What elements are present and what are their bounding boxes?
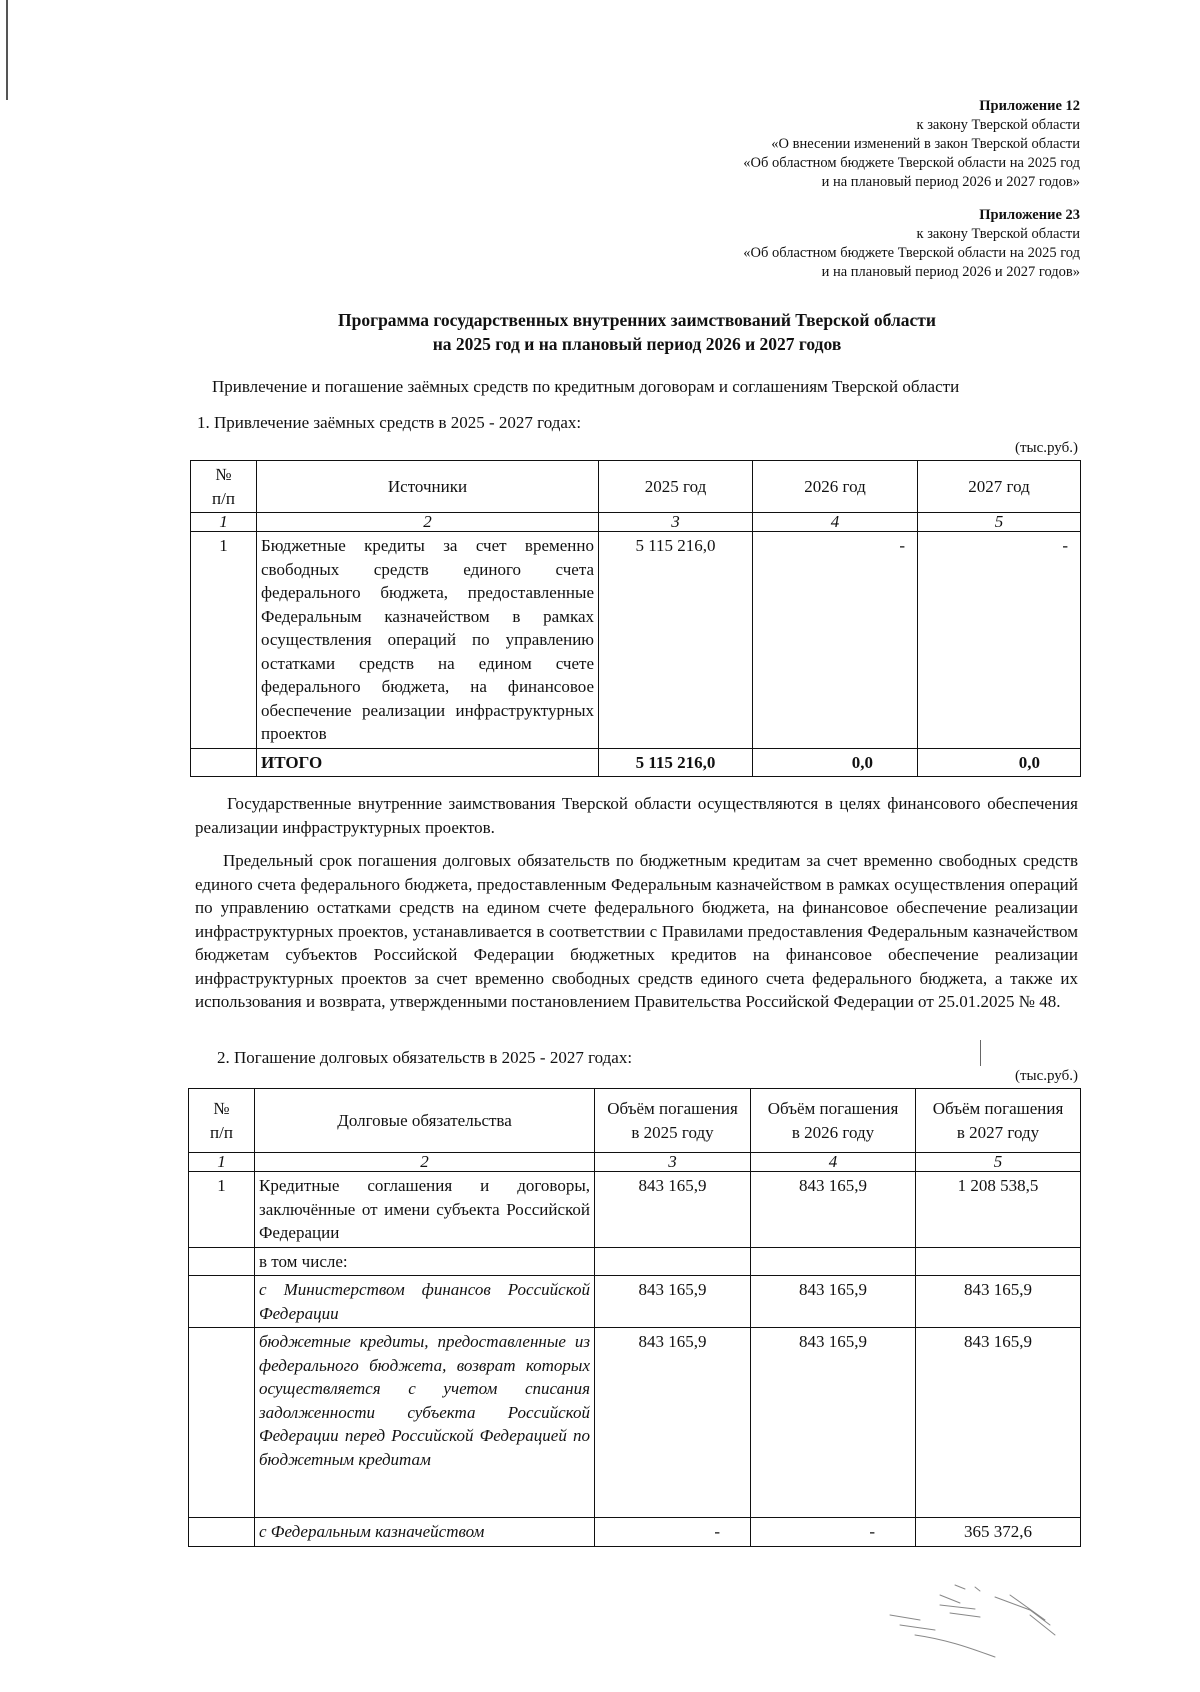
header-2027: 2027 год xyxy=(918,461,1081,513)
row-value-2025: 5 115 216,0 xyxy=(599,532,753,749)
header-num xyxy=(189,1089,255,1153)
row-obligation-text: с Федеральным казначейством xyxy=(255,1518,595,1547)
header-2025-line-1: Объём погашения xyxy=(607,1099,738,1118)
table-row xyxy=(191,532,1081,749)
index-cell: 3 xyxy=(599,513,753,532)
index-cell: 4 xyxy=(751,1153,916,1172)
total-num xyxy=(191,748,257,777)
section-1-heading: 1. Привлечение заёмных средств в 2025 - 2027 годах: xyxy=(197,413,582,432)
borrowing-table-index-row xyxy=(191,513,1081,532)
annex-12-line: «Об областном бюджете Тверской области на 2025 год xyxy=(743,155,1080,171)
row-value-2027 xyxy=(916,1247,1081,1276)
header-2027 xyxy=(916,1089,1081,1153)
borrowing-table-header xyxy=(191,461,1081,513)
row-obligation-text: Кредитные соглашения и договоры, заключённые от имени субъекта Российской Федерации xyxy=(255,1172,595,1248)
header-obligations: Долговые обязательства xyxy=(255,1089,595,1153)
table-row xyxy=(189,1518,1081,1547)
section-2-unit: (тыс.руб.) xyxy=(1014,1068,1078,1084)
annex-12-line: к закону Тверской области xyxy=(916,117,1080,133)
section-2-heading: 2. Погашение долговых обязательств в 2025 - 2027 годах: xyxy=(217,1048,633,1067)
document-title xyxy=(0,308,1200,356)
row-num: 1 xyxy=(191,532,257,749)
header-num-label: п/п xyxy=(210,1122,233,1142)
annex-12-title: Приложение 12 xyxy=(979,98,1080,114)
row-value-2026: - xyxy=(751,1518,916,1547)
repayment-table xyxy=(188,1088,1081,1547)
row-value-2027: 843 165,9 xyxy=(916,1328,1081,1518)
header-2026-line-2: в 2026 году xyxy=(791,1122,875,1142)
table-row xyxy=(189,1247,1081,1276)
header-2025: 2025 год xyxy=(599,461,753,513)
scan-mark xyxy=(980,1040,981,1066)
row-value-2026: 843 165,9 xyxy=(751,1172,916,1248)
row-value-2026: - xyxy=(753,532,918,749)
header-2026 xyxy=(751,1089,916,1153)
row-value-2025 xyxy=(595,1247,751,1276)
annex-23-block xyxy=(743,206,1080,282)
index-cell: 5 xyxy=(918,513,1081,532)
annex-23-line: и на плановый период 2026 и 2027 годов» xyxy=(821,264,1080,280)
paragraph-purpose: Государственные внутренние заимствования Тверской области осуществляются в целях финансового обеспечения реализации инфраструктурных проектов. xyxy=(195,794,1078,837)
row-num xyxy=(189,1328,255,1518)
row-value-2025: 843 165,9 xyxy=(595,1328,751,1518)
row-value-2026: 843 165,9 xyxy=(751,1276,916,1328)
row-obligation-text: в том числе: xyxy=(255,1247,595,1276)
header-2027-line-2: в 2027 году xyxy=(956,1122,1040,1142)
paragraph-repayment-term: Предельный срок погашения долговых обязательств по бюджетным кредитам за счет временно свободных средств единого счета федерального бюджета, предоставленным Федеральным казначейством в рамках осуществления операций по управлению остатками средств на едином счете федерального бюджета, на финансовое обеспечение реализации инфраструктурных проектов, устанавливается в соответствии с Правилами предоставления Федеральным казначейством бюджетам субъектов Российской Федерации бюджетных кредитов на финансовое обеспечение реализации инфраструктурных проектов за счет временно свободных средств единого счета федерального бюджета, а также их использования и возврата, утвержденными постановлением Правительства Российской Федерации от 25.01.2025 № 48. xyxy=(195,851,1078,1011)
header-num-label: п/п xyxy=(212,488,235,508)
table-row xyxy=(189,1328,1081,1518)
row-value-2026 xyxy=(751,1247,916,1276)
row-value-2027: 365 372,6 xyxy=(916,1518,1081,1547)
row-num xyxy=(189,1518,255,1547)
section-1-unit: (тыс.руб.) xyxy=(1014,440,1078,456)
repayment-table-index-row xyxy=(189,1153,1081,1172)
row-source-text: Бюджетные кредиты за счет временно свободных средств единого счета федерального бюджета, предоставленные Федеральным казначейством в рамках осуществления операций по управлению остатками средств на едином счете федерального бюджета, на финансовое обеспечение реализации инфраструктурных проектов xyxy=(257,532,599,749)
table-row xyxy=(189,1172,1081,1248)
header-num xyxy=(191,461,257,513)
index-cell: 2 xyxy=(257,513,599,532)
header-2025-line-2: в 2025 году xyxy=(631,1122,714,1142)
repayment-table-header xyxy=(189,1089,1081,1153)
document-title-line-1: Программа государственных внутренних заимствований Тверской области xyxy=(338,310,936,330)
row-num: 1 xyxy=(189,1172,255,1248)
index-cell: 1 xyxy=(189,1153,255,1172)
row-obligation-text: с Министерством финансов Российской Федерации xyxy=(255,1276,595,1328)
index-cell: 1 xyxy=(191,513,257,532)
row-value-2027: 843 165,9 xyxy=(916,1276,1081,1328)
annex-12-line: «О внесении изменений в закон Тверской области xyxy=(771,136,1080,152)
table-row xyxy=(189,1276,1081,1328)
borrowing-table xyxy=(190,460,1081,777)
row-num xyxy=(189,1247,255,1276)
row-value-2025: 843 165,9 xyxy=(595,1172,751,1248)
row-num xyxy=(189,1276,255,1328)
header-2026: 2026 год xyxy=(753,461,918,513)
intro-text: Привлечение и погашение заёмных средств по кредитным договорам и соглашениям Тверской области xyxy=(212,377,960,396)
signature-scribble-icon xyxy=(880,1575,1080,1665)
total-value-2026: 0,0 xyxy=(753,748,918,777)
row-value-2027: 1 208 538,5 xyxy=(916,1172,1081,1248)
index-cell: 4 xyxy=(753,513,918,532)
row-value-2025: 843 165,9 xyxy=(595,1276,751,1328)
header-2025 xyxy=(595,1089,751,1153)
row-value-2027: - xyxy=(918,532,1081,749)
header-2026-line-1: Объём погашения xyxy=(767,1099,899,1118)
scan-edge-line xyxy=(6,0,8,100)
document-title-line-2: на 2025 год и на плановый период 2026 и 2027 годов xyxy=(432,334,842,354)
header-num-symbol: № xyxy=(213,1099,230,1118)
header-num-symbol: № xyxy=(215,465,232,484)
row-value-2025: - xyxy=(595,1518,751,1547)
total-value-2027: 0,0 xyxy=(918,748,1081,777)
annex-23-title: Приложение 23 xyxy=(979,207,1080,223)
index-cell: 5 xyxy=(916,1153,1081,1172)
total-label: ИТОГО xyxy=(257,748,599,777)
total-value-2025: 5 115 216,0 xyxy=(599,748,753,777)
header-sources: Источники xyxy=(257,461,599,513)
annex-12-line: и на плановый период 2026 и 2027 годов» xyxy=(821,174,1080,190)
index-cell: 2 xyxy=(255,1153,595,1172)
annex-12-block xyxy=(743,97,1080,192)
row-obligation-text: бюджетные кредиты, предоставленные из федерального бюджета, возврат которых осуществляется с учетом списания задолженности субъекта Российской Федерации перед Российской Федерацией по бюджетным кредитам xyxy=(255,1328,595,1518)
index-cell: 3 xyxy=(595,1153,751,1172)
header-2027-line-1: Объём погашения xyxy=(932,1099,1064,1118)
row-value-2026: 843 165,9 xyxy=(751,1328,916,1518)
annex-23-line: к закону Тверской области xyxy=(916,226,1080,242)
annex-23-line: «Об областном бюджете Тверской области на 2025 год xyxy=(743,245,1080,261)
total-row xyxy=(191,748,1081,777)
